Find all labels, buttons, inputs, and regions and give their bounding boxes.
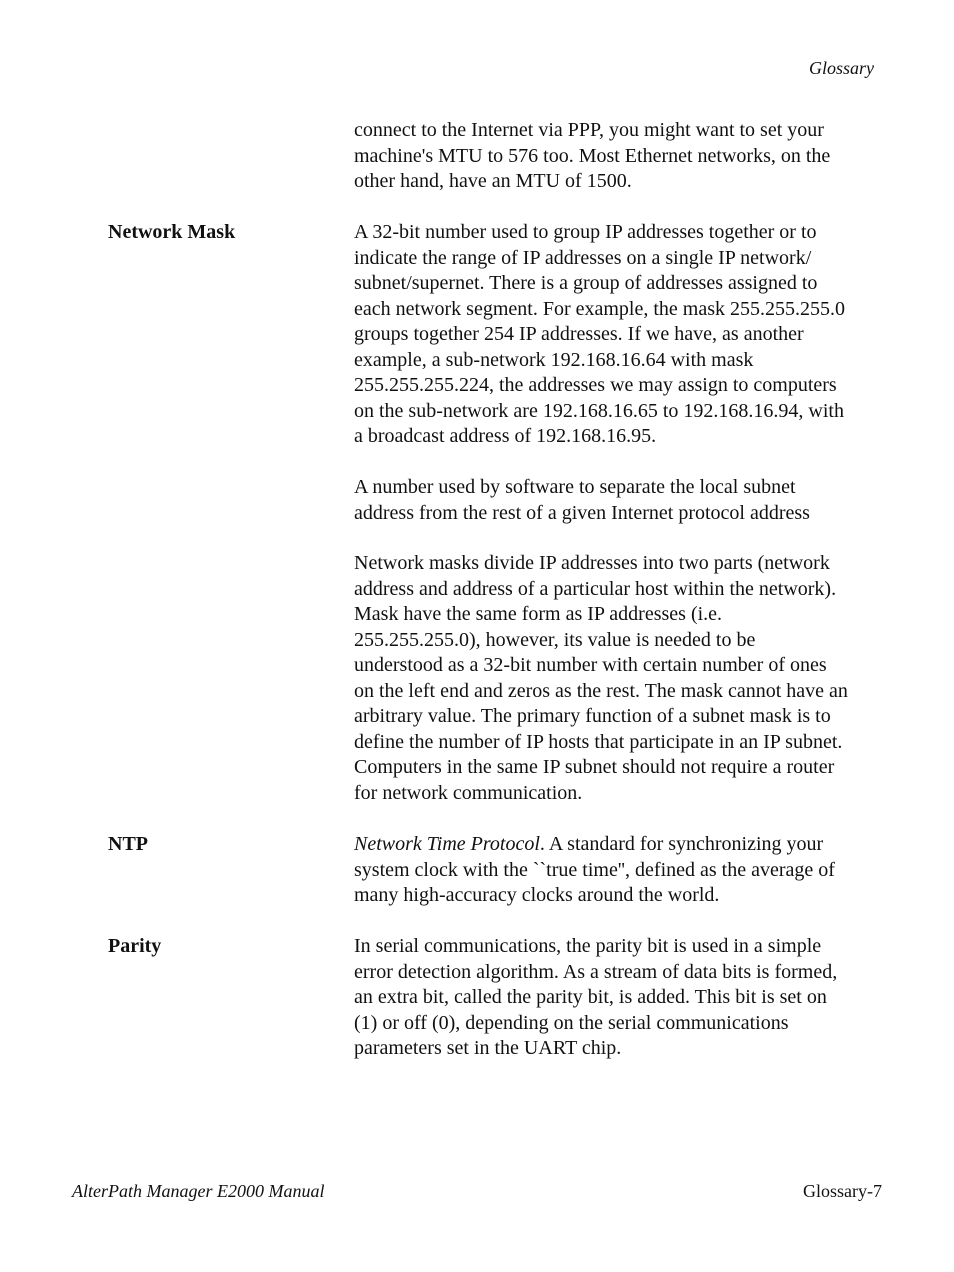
- text-line: many high-accuracy clocks around the world.: [354, 884, 720, 906]
- text-line: other hand, have an MTU of 1500.: [354, 170, 632, 192]
- text-line: (1) or off (0), depending on the serial communications: [354, 1011, 789, 1034]
- text-line: address from the rest of a given Internet protocol address: [354, 501, 810, 524]
- text-line: example, a sub-network 192.168.16.64 with mask: [354, 348, 754, 371]
- footer-manual-title: AlterPath Manager E2000 Manual: [72, 1181, 325, 1201]
- text-line: a broadcast address of 192.168.16.95.: [354, 425, 657, 447]
- ntp-definition: [354, 832, 894, 909]
- network-mask-definition-1: [354, 220, 894, 450]
- text-line: connect to the Internet via PPP, you might want to set your: [354, 119, 824, 141]
- network-mask-definition-2: [354, 475, 894, 526]
- term-network-mask: Network Mask: [108, 221, 236, 243]
- text-line: A 32-bit number used to group IP addresses together or to: [354, 221, 817, 243]
- text-line: for network communication.: [354, 781, 583, 804]
- text-line: parameters set in the UART chip.: [354, 1037, 622, 1059]
- text-line: Computers in the same IP subnet should not require a router: [354, 756, 835, 778]
- text-line: [354, 832, 894, 858]
- text-line: A number used by software to separate the local subnet: [354, 476, 796, 498]
- text-line: system clock with the ``true time'', defined as the average of: [354, 858, 835, 881]
- text-line: subnet/supernet. There is a group of addresses assigned to: [354, 272, 818, 294]
- mtu-continuation-text: [354, 118, 894, 195]
- text-line: define the number of IP hosts that participate in an IP subnet.: [354, 730, 843, 753]
- parity-definition: [354, 934, 894, 1062]
- text-line: arbitrary value. The primary function of a subnet mask is to: [354, 705, 831, 727]
- text-line: Network masks divide IP addresses into two parts (network: [354, 552, 830, 574]
- text-line: on the left end and zeros as the rest. The mask cannot have an: [354, 679, 848, 702]
- term-parity: Parity: [108, 935, 162, 957]
- text-line: Mask have the same form as IP addresses (i.e.: [354, 603, 723, 625]
- text-line: groups together 254 IP addresses. If we have, as another: [354, 323, 804, 345]
- text-line: on the sub-network are 192.168.16.65 to 192.168.16.94, with: [354, 399, 844, 422]
- text-line: each network segment. For example, the mask 255.255.255.0: [354, 297, 845, 320]
- running-header: Glossary: [808, 58, 874, 78]
- text-line: error detection algorithm. As a stream of data bits is formed,: [354, 960, 838, 983]
- network-mask-definition-3: [354, 551, 894, 806]
- text-fragment: . A standard for synchronizing your: [539, 833, 824, 855]
- text-line: machine's MTU to 576 too. Most Ethernet networks, on the: [354, 144, 831, 167]
- ntp-expansion: Network Time Protocol: [354, 833, 540, 855]
- text-line: an extra bit, called the parity bit, is added. This bit is set on: [354, 986, 827, 1008]
- text-line: In serial communications, the parity bit is used in a simple: [354, 935, 822, 957]
- footer-page-number: Glossary-7: [803, 1181, 882, 1201]
- text-line: address and address of a particular host within the network).: [354, 577, 837, 600]
- term-ntp: NTP: [108, 833, 148, 855]
- text-line: 255.255.255.224, the addresses we may assign to computers: [354, 374, 837, 396]
- text-line: 255.255.255.0), however, its value is needed to be: [354, 628, 756, 651]
- text-line: indicate the range of IP addresses on a single IP network/: [354, 246, 812, 269]
- text-line: understood as a 32-bit number with certain number of ones: [354, 654, 827, 676]
